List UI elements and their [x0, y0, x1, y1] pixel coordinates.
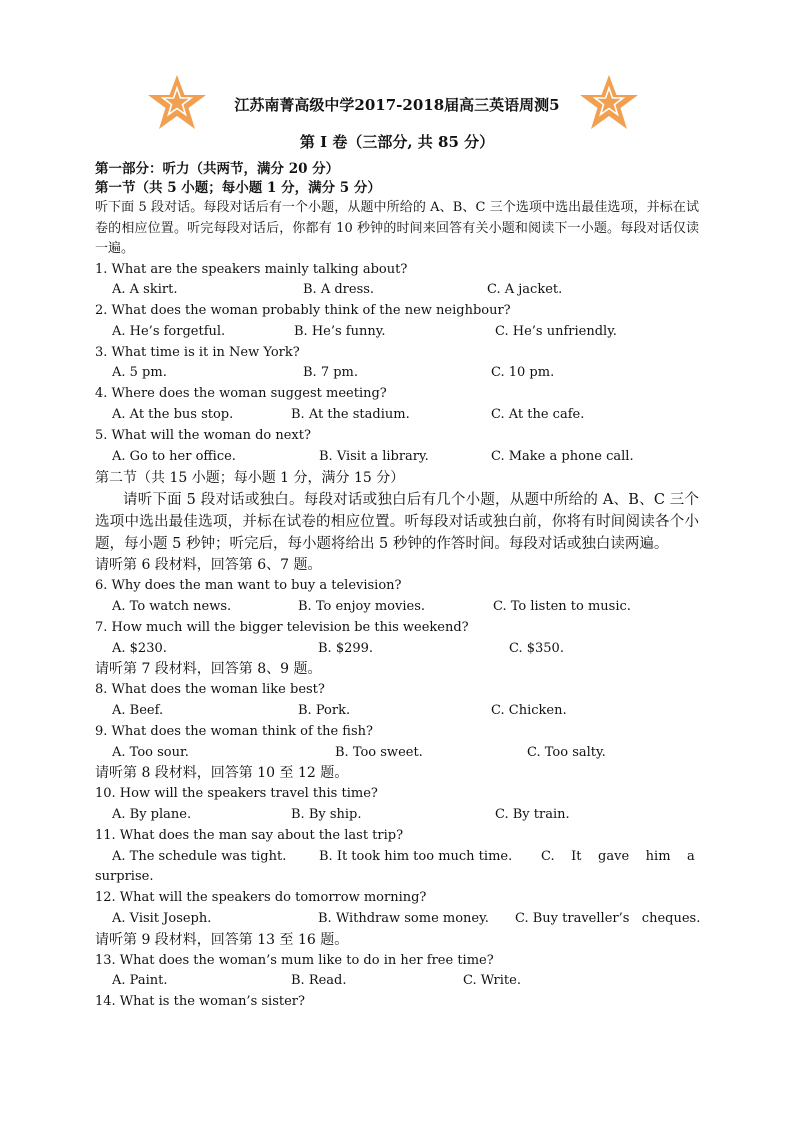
- option-c: C. A jacket.: [487, 282, 563, 298]
- option-b: B. Too sweet.: [335, 744, 423, 760]
- question-stem: 13. What does the woman’s mum like to do in her free time?: [95, 952, 494, 968]
- option-b: B. It took him too much time.: [319, 848, 513, 864]
- question-stem: 3. What time is it in New York?: [95, 344, 300, 360]
- question-stem: 14. What is the woman’s sister?: [95, 994, 305, 1010]
- question-stem: 1. What are the speakers mainly talking about?: [95, 261, 408, 277]
- option-c: C. 10 pm.: [491, 365, 555, 381]
- segment-instruction: 请听第 6 段材料，回答第 6、7 题。: [95, 557, 322, 574]
- question-options: [95, 447, 699, 468]
- question-options: [95, 847, 699, 868]
- option-a: A. Visit Joseph.: [112, 911, 212, 927]
- option-b: B. At the stadium.: [291, 407, 410, 423]
- question-stem: 4. Where does the woman suggest meeting?: [95, 386, 387, 402]
- section2-instructions: 请听下面 5 段对话或独白。每段对话或独白后有几个小题，从题中所给的 A、B、C 三个选项中选出最佳选项，并标在试卷的相应位置。听每段对话或独白前，你将有时间阅读各个小题，每小题 5 秒钟；听完后，每小题将给出 5 秒钟的作答时间。每段对话或独白读两遍。: [95, 492, 699, 553]
- option-a: A. A skirt.: [112, 282, 178, 298]
- option-b: B. He’s funny.: [294, 323, 386, 339]
- question-options: [95, 909, 699, 930]
- question-stem: 9. What does the woman think of the fish?: [95, 723, 373, 739]
- option-b: B. Withdraw some money.: [318, 911, 489, 927]
- option-b: B. Read.: [291, 973, 347, 989]
- question-options: [95, 639, 699, 660]
- question-stem: 7. How much will the bigger television be this weekend?: [95, 619, 469, 635]
- option-c-continuation: surprise.: [95, 869, 154, 885]
- option-a: A. To watch news.: [112, 599, 232, 615]
- option-b: B. To enjoy movies.: [298, 599, 425, 615]
- question-options: [95, 701, 699, 722]
- section1-instructions: 听下面 5 段对话。每段对话后有一个小题，从题中所给的 A、B、C 三个选项中选出最佳选项，并标在试卷的相应位置。听完每段对话后，你都有 10 秒钟的时间来回答有关小题和阅读下一小题。每段对话仅读一遍。: [95, 200, 699, 256]
- option-a: A. By plane.: [112, 807, 192, 823]
- question-options: [95, 363, 699, 384]
- question-stem: 12. What will the speakers do tomorrow morning?: [95, 890, 427, 906]
- option-c: C. By train.: [495, 807, 570, 823]
- question-options: [95, 805, 699, 826]
- option-c: C. Write.: [463, 973, 521, 989]
- option-c: C. Make a phone call.: [491, 448, 634, 464]
- question-options: [95, 971, 699, 992]
- section1-heading: 第一节（共 5 小题；每小题 1 分，满分 5 分）: [95, 180, 381, 196]
- question-stem: 8. What does the woman like best?: [95, 682, 325, 698]
- option-c: C. Buy traveller’s cheques.: [515, 911, 701, 927]
- document-body: [95, 160, 699, 1013]
- option-a: A. Too sour.: [112, 744, 189, 760]
- option-a: A. $230.: [112, 640, 167, 656]
- question-stem: 5. What will the woman do next?: [95, 427, 311, 443]
- paper-subtitle: 第 I 卷（三部分, 共 85 分）: [299, 133, 495, 151]
- segment-instruction: 请听第 9 段材料，回答第 13 至 16 题。: [95, 931, 349, 948]
- question-stem: 2. What does the woman probably think of the new neighbour?: [95, 303, 511, 319]
- option-c: C. It gave him a: [541, 848, 695, 864]
- question-options: [95, 280, 699, 301]
- option-c: C. $350.: [509, 640, 564, 656]
- option-a: A. He’s forgetful.: [112, 323, 226, 339]
- option-b: B. A dress.: [303, 282, 375, 298]
- question-stem: 6. Why does the man want to buy a television?: [95, 578, 402, 594]
- segment-instruction: 请听第 7 段材料，回答第 8、9 题。: [95, 661, 322, 678]
- question-stem: 11. What does the man say about the last trip?: [95, 827, 404, 843]
- option-c: C. Too salty.: [527, 744, 606, 760]
- option-c: C. At the cafe.: [491, 407, 585, 423]
- segment-instruction: 请听第 8 段材料，回答第 10 至 12 题。: [95, 765, 349, 782]
- question-options: [95, 322, 699, 343]
- option-b: B. Pork.: [298, 703, 351, 719]
- question-stem: 10. How will the speakers travel this time?: [95, 786, 378, 802]
- option-a: A. 5 pm.: [112, 365, 167, 381]
- option-b: B. $299.: [318, 640, 374, 656]
- option-c: C. To listen to music.: [493, 599, 631, 615]
- option-a: A. Go to her office.: [112, 448, 236, 464]
- document-title: 江苏南菁高级中学2017-2018届高三英语周测5: [234, 96, 560, 114]
- option-b: B. 7 pm.: [303, 365, 359, 381]
- option-a: A. Paint.: [112, 973, 168, 989]
- question-options: [95, 743, 699, 764]
- section2-heading: 第二节（共 15 小题；每小题 1 分，满分 15 分）: [95, 470, 405, 487]
- option-c: C. He’s unfriendly.: [495, 323, 617, 339]
- option-a: A. The schedule was tight.: [112, 848, 287, 864]
- option-c: C. Chicken.: [491, 703, 567, 719]
- option-a: A. At the bus stop.: [112, 407, 234, 423]
- question-options: [95, 405, 699, 426]
- option-a: A. Beef.: [112, 703, 164, 719]
- question-options: [95, 597, 699, 618]
- option-b: B. By ship.: [291, 807, 362, 823]
- option-b: B. Visit a library.: [319, 448, 429, 464]
- part1-heading: 第一部分：听力（共两节，满分 20 分）: [95, 161, 340, 177]
